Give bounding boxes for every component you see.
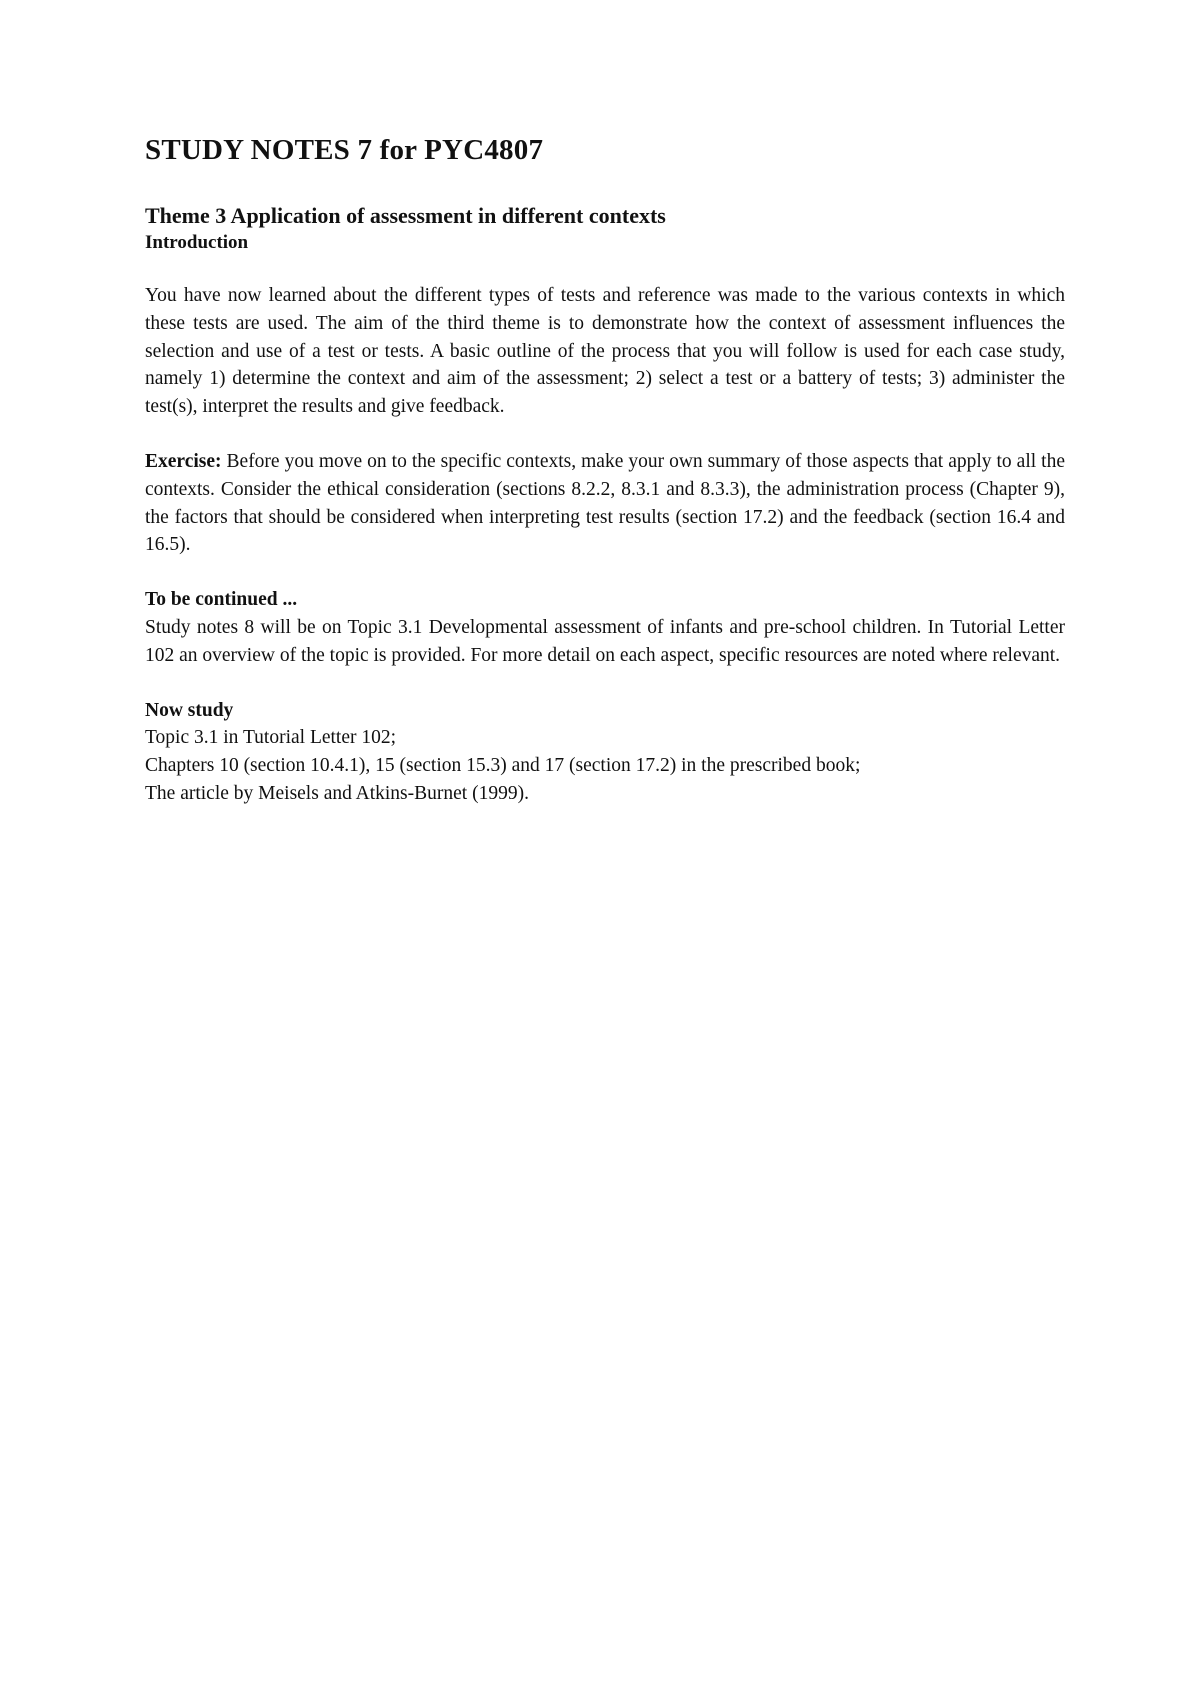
to-be-continued-paragraph: Study notes 8 will be on Topic 3.1 Developmental assessment of infants and pre-school children. In Tutorial Letter 102 an overview of the topic is provided. For more detail on each aspect, specific resources are noted where relevant. (145, 616, 1065, 666)
now-study-heading: Now study (145, 699, 234, 721)
now-study-item: Chapters 10 (section 10.4.1), 15 (section 15.3) and 17 (section 17.2) in the prescribed book; (145, 755, 861, 777)
document-title: STUDY NOTES 7 for PYC4807 (145, 134, 544, 166)
introduction-paragraph: You have now learned about the different types of tests and reference was made to the various contexts in which these tests are used. The aim of the third theme is to demonstrate how the context of assessment influences the selection and use of a test or tests. A basic outline of the process that you will follow is used for each case study, namely 1) determine the context and aim of the assessment; 2) select a test or a battery of tests; 3) administer the test(s), interpret the results and give feedback. (145, 285, 1065, 418)
document-body (145, 132, 1065, 808)
introduction-heading: Introduction (145, 232, 249, 253)
theme-heading: Theme 3 Application of assessment in different contexts (145, 203, 666, 228)
exercise-paragraph (145, 448, 1065, 559)
now-study-list (145, 724, 1065, 807)
now-study-item: Topic 3.1 in Tutorial Letter 102; (145, 727, 397, 749)
to-be-continued-heading: To be continued ... (145, 589, 298, 611)
exercise-text: Before you move on to the specific contexts, make your own summary of those aspects that apply to all the contexts. Consider the ethical consideration (sections 8.2.2, 8.3.1 and 8.3.3), the administration process (Chapter 9), the factors that should be considered when interpreting test results (section 17.2) and the feedback (section 16.4 and 16.5). (145, 450, 1065, 556)
now-study-item: The article by Meisels and Atkins-Burnet (1999). (145, 782, 529, 804)
exercise-label: Exercise: (145, 450, 222, 472)
